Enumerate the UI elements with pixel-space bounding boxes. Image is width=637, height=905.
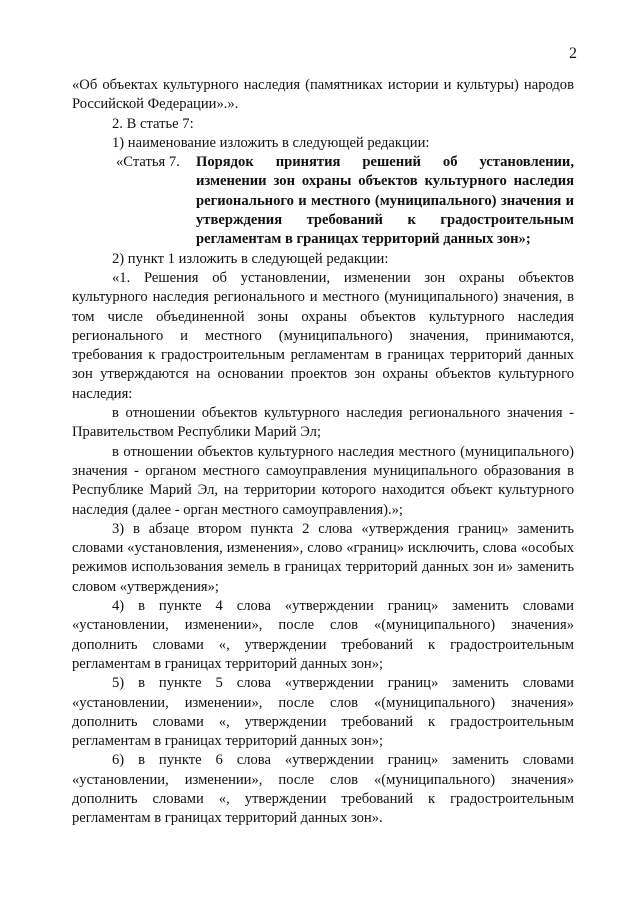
paragraph-7: в отношении объектов культурного наследия регионального значения - Правительством Республики Марий Эл; xyxy=(72,405,574,441)
article-label: «Статья 7. xyxy=(116,154,180,171)
paragraph-5: 2) пункт 1 изложить в следующей редакции: xyxy=(112,250,389,267)
paragraph-10: 4) в пункте 4 слова «утверждении границ» заменить словами «установлении, изменении», после слов «(муниципального) значения» дополнить словами «, утверждении требований к градостроительным регламентам в границах территорий данных зон»; xyxy=(72,598,574,672)
paragraph-9: 3) в абзаце втором пункта 2 слова «утверждения границ» заменить словами «установления, изменения», слово «границ» исключить, слова «особых режимов использования земель в границах территорий данных зон и» заменить словом «утверждения»; xyxy=(72,520,574,595)
paragraph-11: 5) в пункте 5 слова «утверждении границ» заменить словами «установлении, изменении», после слов «(муниципального) значения» дополнить словами «, утверждении требований к градостроительным регламентам в границах территорий данных зон»; xyxy=(72,675,574,750)
paragraph-3: 1) наименование изложить в следующей редакции: xyxy=(112,134,430,151)
document-body xyxy=(72,76,574,829)
page-number: 2 xyxy=(569,45,577,62)
paragraph-2: 2. В статье 7: xyxy=(112,115,194,132)
paragraph-8: в отношении объектов культурного наследия местного (муниципального) значения - органом местного самоуправления муниципального образования в Республике Марий Эл, на территории которого находится объект культурного наследия (далее - орган местного самоуправления).»; xyxy=(72,443,574,518)
paragraph-1: «Об объектах культурного наследия (памятниках истории и культуры) народов Российской Федерации».». xyxy=(72,77,574,113)
article-heading xyxy=(72,153,574,249)
paragraph-6: «1. Решения об установлении, изменении зон охраны объектов культурного наследия регионального и местного (муниципального) значения, в том числе объединенной зоны охраны объектов культурного наследия регионального и местного (муниципального) значения, принимаются, требования к градостроительным регламентам в границах территорий данных зон утверждаются на основании проектов зон охраны объектов культурного наследия: xyxy=(72,269,574,402)
article-title: Порядок принятия решений об установлении, изменении зон охраны объектов культурного наследия регионального и местного (муниципального) значения и утверждения требований к градостроительным регламентам в границах территорий данных зон»; xyxy=(196,154,574,248)
paragraph-12: 6) в пункте 6 слова «утверждении границ» заменить словами «установлении, изменении», после слов «(муниципального) значения» дополнить словами «, утверждении требований к градостроительным регламентам в границах территорий данных зон». xyxy=(72,752,574,827)
